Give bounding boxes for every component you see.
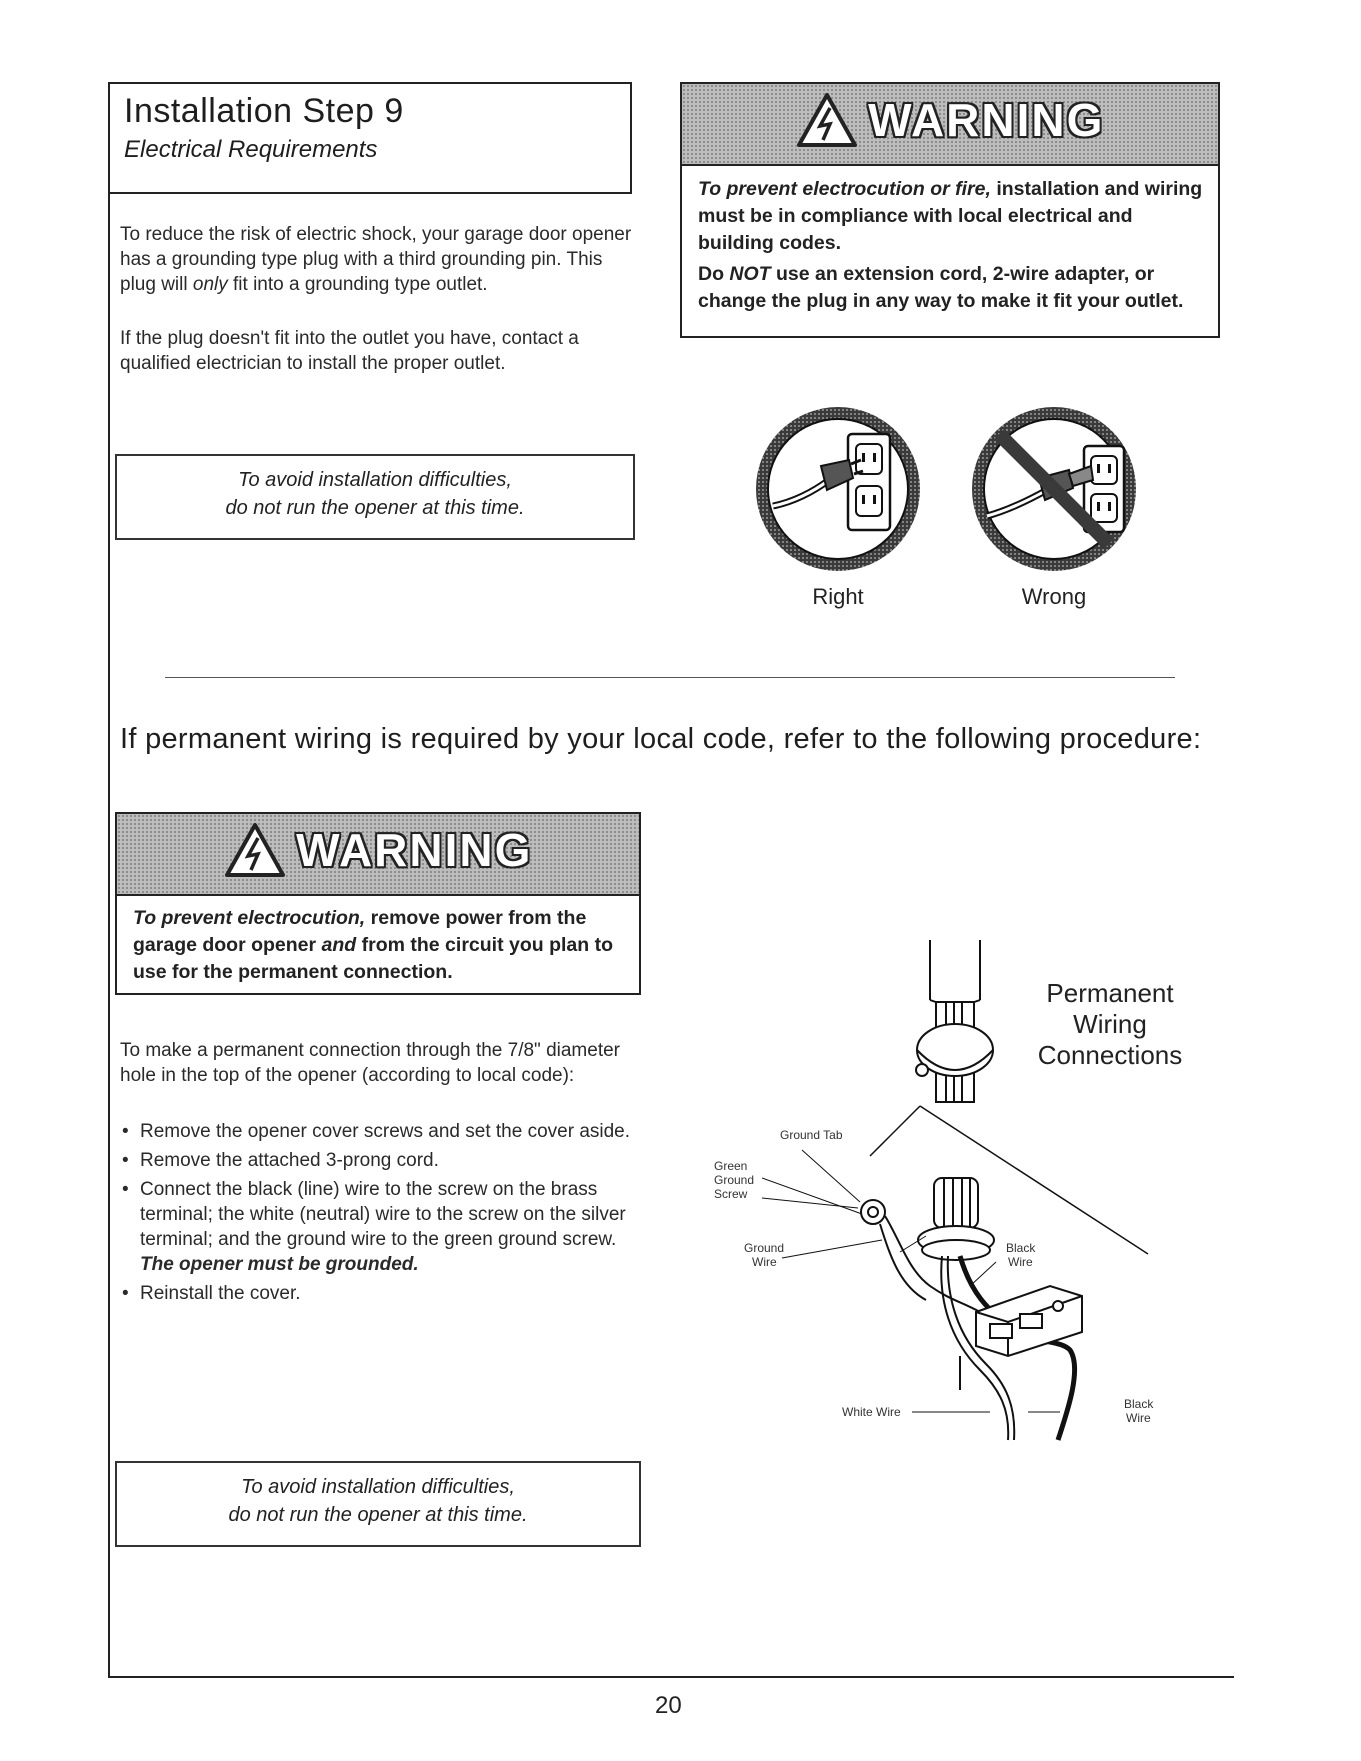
caption-right: Right: [812, 584, 864, 609]
warning-box-top: [680, 82, 1220, 338]
electric-hazard-icon: [224, 822, 286, 878]
green-ground-screw-label-1: Green: [714, 1159, 748, 1173]
wiring-title-line-2: Wiring: [1073, 1009, 1147, 1039]
intro-paragraph-2: If the plug doesn't fit into the outlet you have, contact a qualified electrician to install the proper outlet.: [120, 328, 579, 374]
warning-mid-emphasis: To prevent electrocution,: [133, 907, 366, 929]
ground-tab-label: Ground Tab: [780, 1128, 843, 1142]
notice-line-2: do not run the opener at this time.: [225, 497, 525, 519]
bullet: •: [122, 1283, 129, 1304]
notice-line-1: To avoid installation difficulties,: [241, 1476, 515, 1498]
intro-p1-emphasis: only: [192, 274, 228, 295]
electric-hazard-icon: [796, 92, 858, 148]
section-divider: [165, 677, 1175, 678]
intro-p1-text: To reduce the risk of electric shock, your garage door opener has a grounding type plug with a third grounding pin. This plug will: [120, 224, 632, 295]
notice-line-2: do not run the opener at this time.: [228, 1504, 528, 1526]
green-ground-screw-label-3: Screw: [714, 1187, 748, 1201]
notice-box-top: [115, 454, 635, 540]
bullet: •: [122, 1179, 129, 1200]
step-text: Connect the black (line) wire to the screw on the brass terminal; the white (neutral) wire to the screw on the silver terminal; and the ground wire to the green ground screw.: [140, 1179, 626, 1250]
white-wire-label: White Wire: [842, 1405, 901, 1419]
warning-top-p2: use an extension cord, 2-wire adapter, or change the plug in any way to make it fit your outlet.: [698, 263, 1184, 312]
procedure-steps: [120, 1119, 640, 1310]
bullet: •: [122, 1150, 129, 1171]
ground-wire-label-2: Wire: [752, 1255, 777, 1269]
permanent-wiring-heading: If permanent wiring is required by your local code, refer to the following procedure:: [120, 723, 1202, 755]
procedure-step: [120, 1177, 640, 1277]
warning-mid-text-1: remove power from the garage door opener: [133, 907, 587, 956]
black-wire-lower-label-2: Wire: [1126, 1411, 1151, 1425]
black-wire-lower-label-1: Black: [1124, 1397, 1154, 1411]
warning-banner: [682, 84, 1218, 166]
notice-line-1: To avoid installation difficulties,: [238, 469, 512, 491]
wiring-diagram: [690, 940, 1190, 1460]
step-text: Reinstall the cover.: [140, 1283, 301, 1304]
warning-banner: [117, 814, 639, 896]
warning-top-not: NOT: [729, 263, 771, 285]
step-title: Installation Step 9: [124, 92, 404, 130]
caption-wrong: Wrong: [1021, 584, 1087, 609]
page-frame-left-rule: [108, 82, 110, 1677]
step-subtitle: Electrical Requirements: [124, 136, 378, 163]
warning-top-emphasis: To prevent electrocution or fire,: [698, 178, 991, 200]
black-wire-upper-label-2: Wire: [1008, 1255, 1033, 1269]
bullet: •: [122, 1121, 129, 1142]
plug-wrong-illustration: [969, 404, 1139, 574]
ground-wire-label-1: Ground: [744, 1241, 785, 1255]
warning-mid-and: and: [321, 934, 357, 956]
procedure-step: [120, 1281, 640, 1306]
page-frame-bottom-rule: [108, 1676, 1234, 1678]
warning-top-text: [698, 176, 1204, 315]
warning-mid-text-2: from the circuit you plan to use for the permanent connection.: [133, 934, 613, 983]
intro-p1-text-end: fit into a grounding type outlet.: [227, 274, 488, 295]
notice-box-bottom: [115, 1461, 641, 1547]
procedure-step: [120, 1119, 640, 1144]
procedure-step: [120, 1148, 640, 1173]
warning-top-p1: installation and wiring must be in compliance with local electrical and building codes.: [698, 178, 1203, 254]
plug-right-illustration: [753, 404, 923, 574]
warning-mid-text: [133, 905, 625, 986]
wiring-title-line-3: Connections: [1037, 1040, 1183, 1070]
green-ground-screw-label-2: Ground: [714, 1173, 755, 1187]
step-text: Remove the attached 3-prong cord.: [140, 1150, 439, 1171]
procedure-intro: To make a permanent connection through the 7/8" diameter hole in the top of the opener (according to local code):: [120, 1040, 620, 1086]
black-wire-upper-label-1: Black: [1006, 1241, 1036, 1255]
warning-label: WARNING: [868, 94, 1105, 146]
intro-paragraph-1: [120, 222, 640, 297]
warning-top-p2-start: Do: [698, 263, 730, 285]
step-emphasis: The opener must be grounded.: [140, 1254, 419, 1275]
warning-label: WARNING: [296, 824, 533, 876]
step-text: Remove the opener cover screws and set the cover aside.: [140, 1121, 631, 1142]
wiring-title-line-1: Permanent: [1046, 978, 1174, 1008]
page-number: 20: [655, 1692, 682, 1719]
warning-box-permanent: [115, 812, 641, 995]
